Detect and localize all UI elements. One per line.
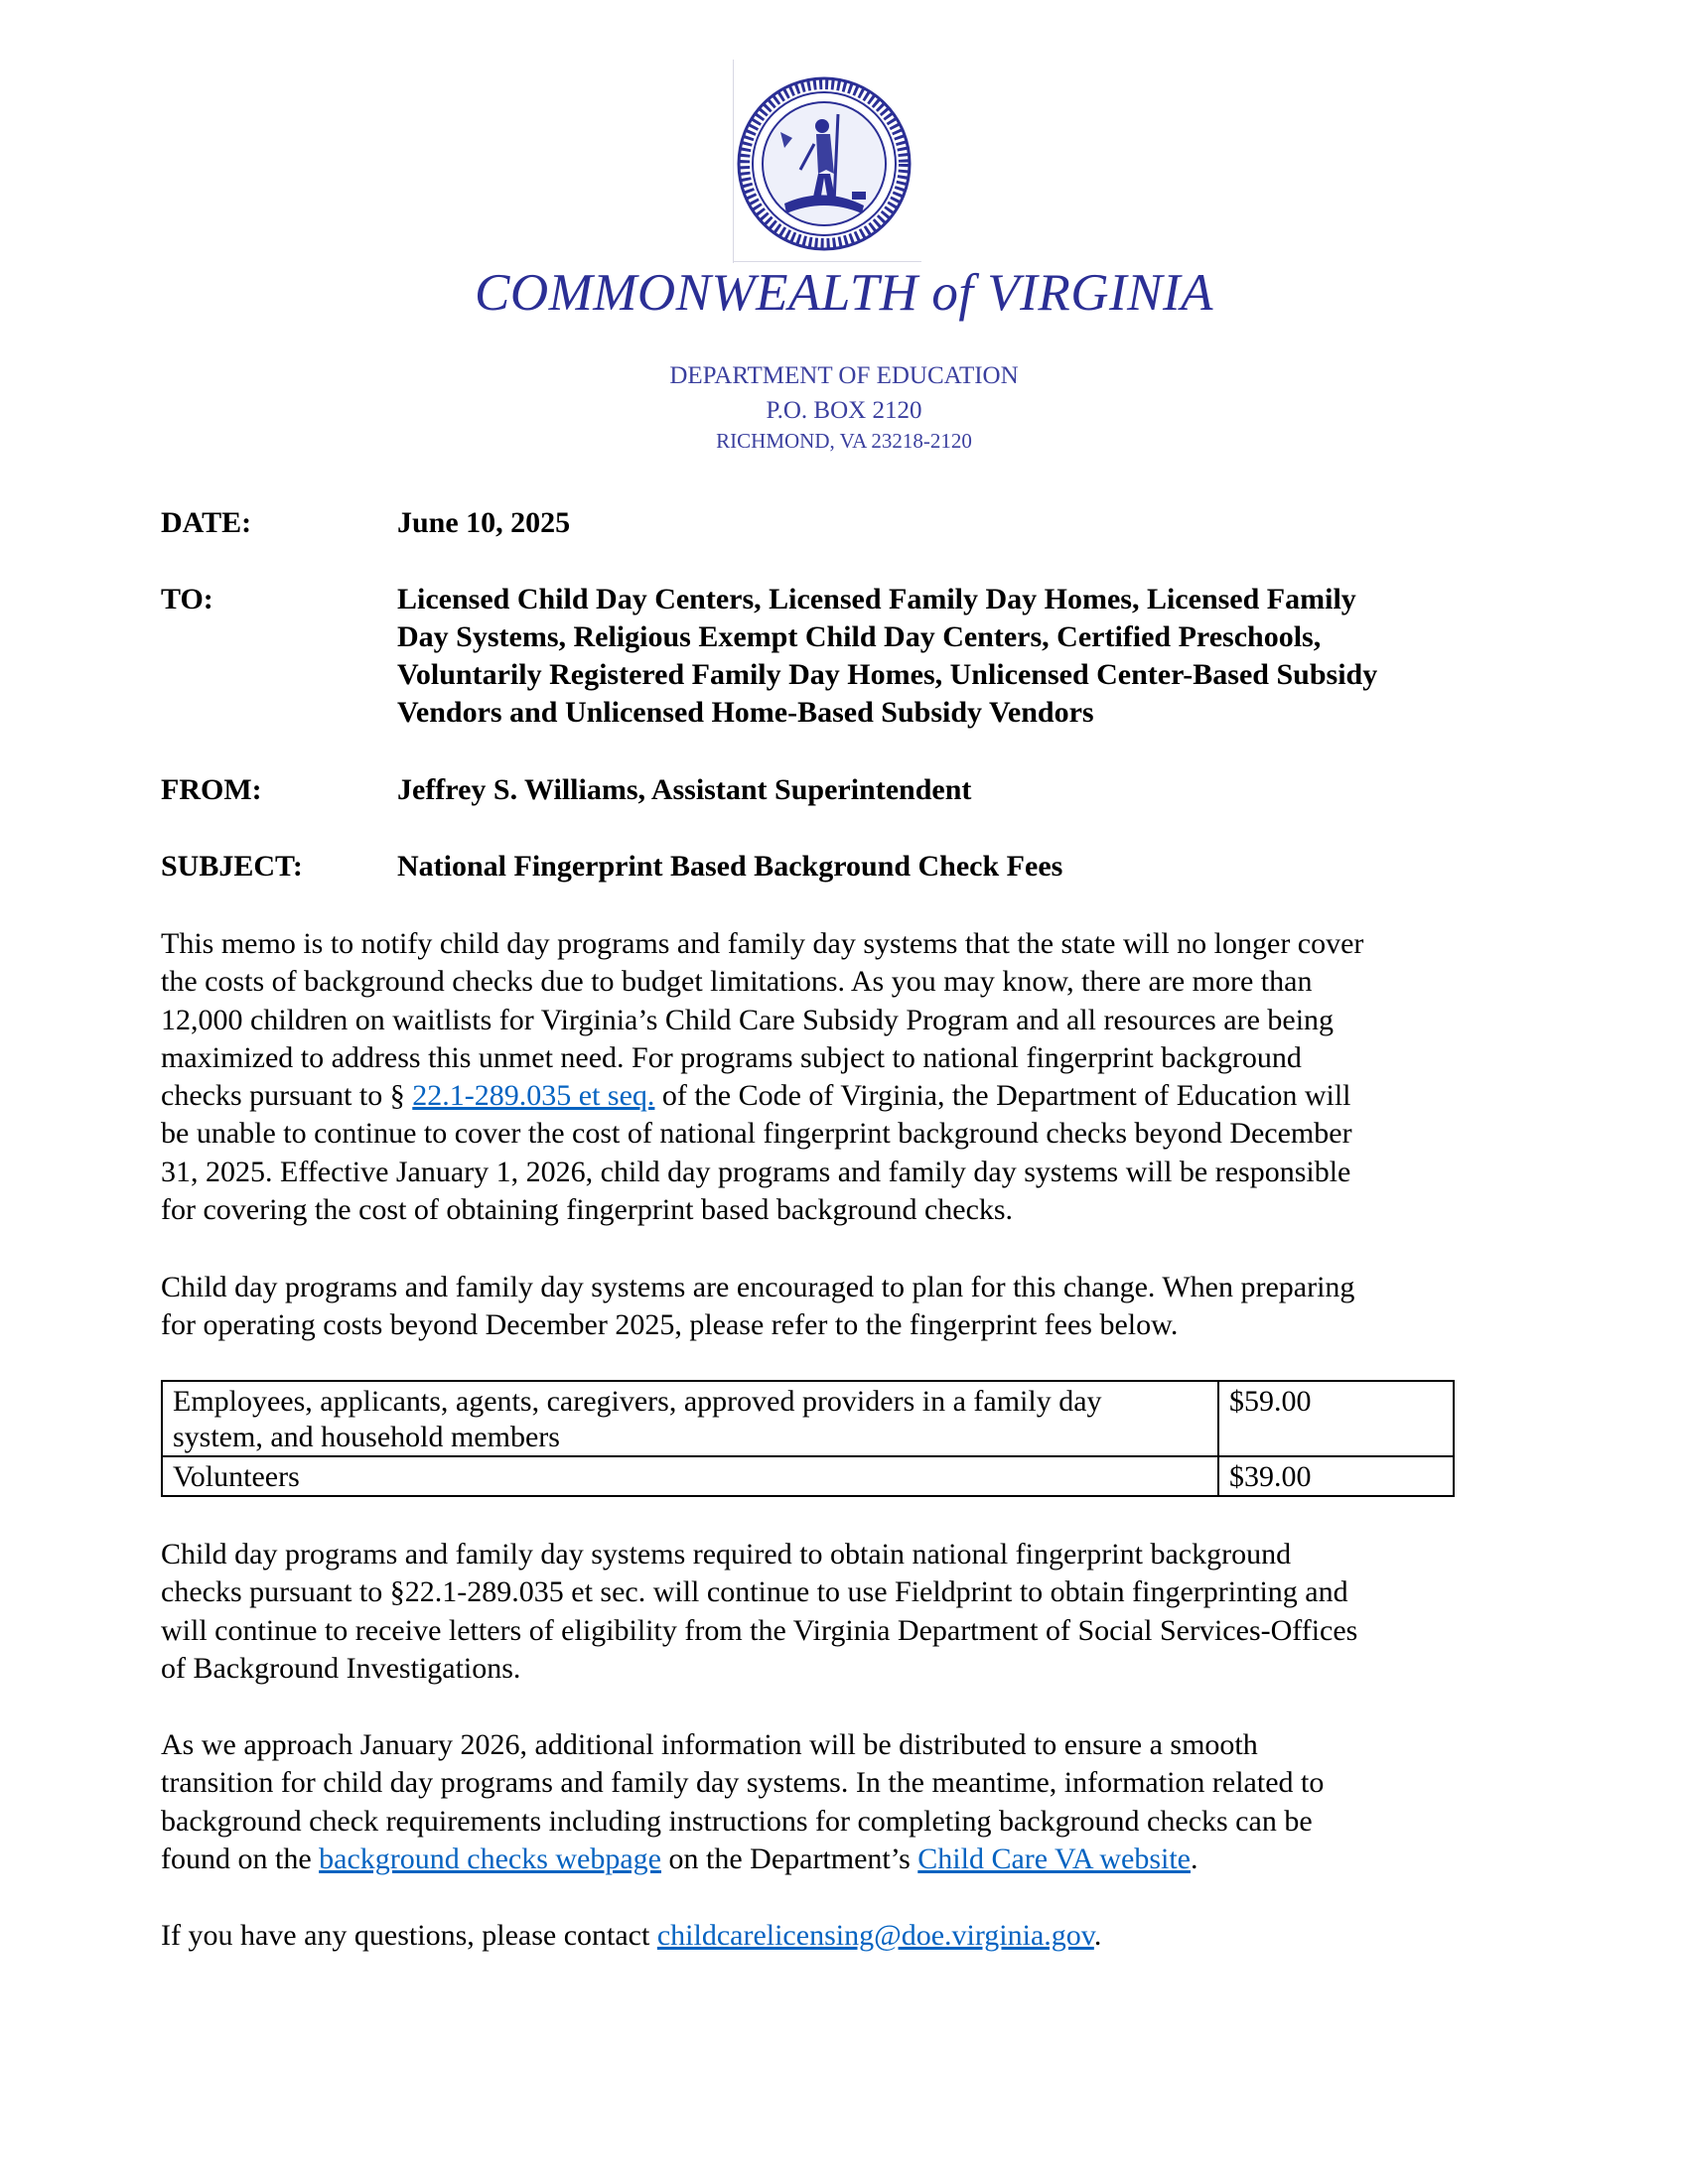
seal-frame-line	[733, 261, 921, 262]
text-line: transition for child day programs and family day systems. In the meantime, information related to	[161, 1766, 1325, 1800]
fee-category	[162, 1381, 1218, 1456]
text-line	[161, 1917, 1551, 1955]
to-line: Licensed Child Day Centers, Licensed Family Day Homes, Licensed Family	[397, 583, 1356, 615]
fingerprint-fees-table	[161, 1380, 1455, 1497]
body-paragraph-5	[161, 1917, 1551, 1955]
background-checks-webpage-link[interactable]: background checks webpage	[319, 1842, 661, 1875]
body-paragraph-1	[161, 925, 1551, 1229]
city-address: RICHMOND, VA 23218-2120	[716, 429, 972, 453]
text-fragment: .	[1093, 1919, 1102, 1952]
text-line: the costs of background checks due to budget limitations. As you may know, there are more than	[161, 965, 1313, 999]
text-fragment: of the Code of Virginia, the Department of Education will	[654, 1079, 1351, 1113]
text-line: 31, 2025. Effective January 1, 2026, child day programs and family day systems will be responsible	[161, 1155, 1351, 1188]
text-line: checks pursuant to §22.1-289.035 et sec. will continue to use Fieldprint to obtain fingerprinting and	[161, 1575, 1348, 1609]
text-line: maximized to address this unmet need. For programs subject to national fingerprint background	[161, 1040, 1302, 1074]
text-fragment: on the Department’s	[661, 1842, 918, 1875]
text-line: This memo is to notify child day programs and family day systems that the state will no longer cover	[161, 927, 1364, 960]
table-row	[162, 1381, 1454, 1456]
commonwealth-title: COMMONWEALTH of VIRGINIA	[474, 264, 1214, 322]
fee-amount: $39.00	[1218, 1456, 1454, 1496]
text-fragment: .	[1191, 1842, 1198, 1875]
text-line: background check requirements including instructions for completing background checks can be	[161, 1804, 1313, 1838]
text-line: As we approach January 2026, additional information will be distributed to ensure a smooth	[161, 1728, 1258, 1761]
fee-amount: $59.00	[1218, 1381, 1454, 1456]
text-line: be unable to continue to cover the cost of national fingerprint background checks beyond December	[161, 1117, 1352, 1151]
subject-value: National Fingerprint Based Background Check Fees	[397, 850, 1063, 883]
child-care-va-website-link[interactable]: Child Care VA website	[917, 1842, 1191, 1875]
to-recipients	[397, 581, 1519, 732]
to-label: TO:	[161, 583, 213, 615]
text-line	[161, 1841, 1551, 1878]
text-fragment: If you have any questions, please contact	[161, 1919, 657, 1952]
subject-label: SUBJECT:	[161, 850, 303, 883]
date-value: June 10, 2025	[397, 506, 571, 539]
virginia-seal-icon	[735, 74, 914, 253]
from-value: Jeffrey S. Williams, Assistant Superintendent	[397, 773, 972, 806]
po-box: P.O. BOX 2120	[766, 397, 922, 424]
from-label: FROM:	[161, 773, 262, 806]
text-line: will continue to receive letters of eligibility from the Virginia Department of Social Services-Offices	[161, 1613, 1358, 1647]
body-paragraph-4	[161, 1726, 1551, 1878]
to-line: Vendors and Unlicensed Home-Based Subsidy Vendors	[397, 696, 1094, 729]
seal-frame-line	[733, 60, 734, 263]
text-line: Child day programs and family day systems required to obtain national fingerprint background	[161, 1538, 1292, 1570]
text-fragment: checks pursuant to §	[161, 1079, 413, 1113]
text-line	[161, 1077, 1551, 1115]
text-line: for covering the cost of obtaining fingerprint based background checks.	[161, 1193, 1014, 1227]
to-line: Voluntarily Registered Family Day Homes, Unlicensed Center-Based Subsidy	[397, 658, 1378, 691]
contact-email-link[interactable]: childcarelicensing@doe.virginia.gov	[656, 1919, 1094, 1952]
date-label: DATE:	[161, 506, 252, 539]
text-line: Employees, applicants, agents, caregivers, approved providers in a family day	[173, 1385, 1102, 1418]
table-row	[162, 1456, 1454, 1496]
body-paragraph-3	[161, 1536, 1551, 1688]
text-line: system, and household members	[173, 1421, 560, 1453]
text-fragment: found on the	[161, 1842, 320, 1875]
text-line: 12,000 children on waitlists for Virginia’s Child Care Subsidy Program and all resources are being	[161, 1003, 1335, 1036]
code-section-link[interactable]: 22.1-289.035 et seq.	[412, 1079, 655, 1113]
text-line: Child day programs and family day systems are encouraged to plan for this change. When preparing	[161, 1271, 1355, 1303]
fee-category	[162, 1456, 1218, 1496]
text-line: for operating costs beyond December 2025, please refer to the fingerprint fees below.	[161, 1308, 1179, 1342]
body-paragraph-2	[161, 1269, 1551, 1345]
to-line: Day Systems, Religious Exempt Child Day Centers, Certified Preschools,	[397, 620, 1322, 653]
department-name: DEPARTMENT OF EDUCATION	[669, 362, 1019, 389]
text-line: Volunteers	[173, 1460, 300, 1493]
text-line: of Background Investigations.	[161, 1651, 521, 1685]
